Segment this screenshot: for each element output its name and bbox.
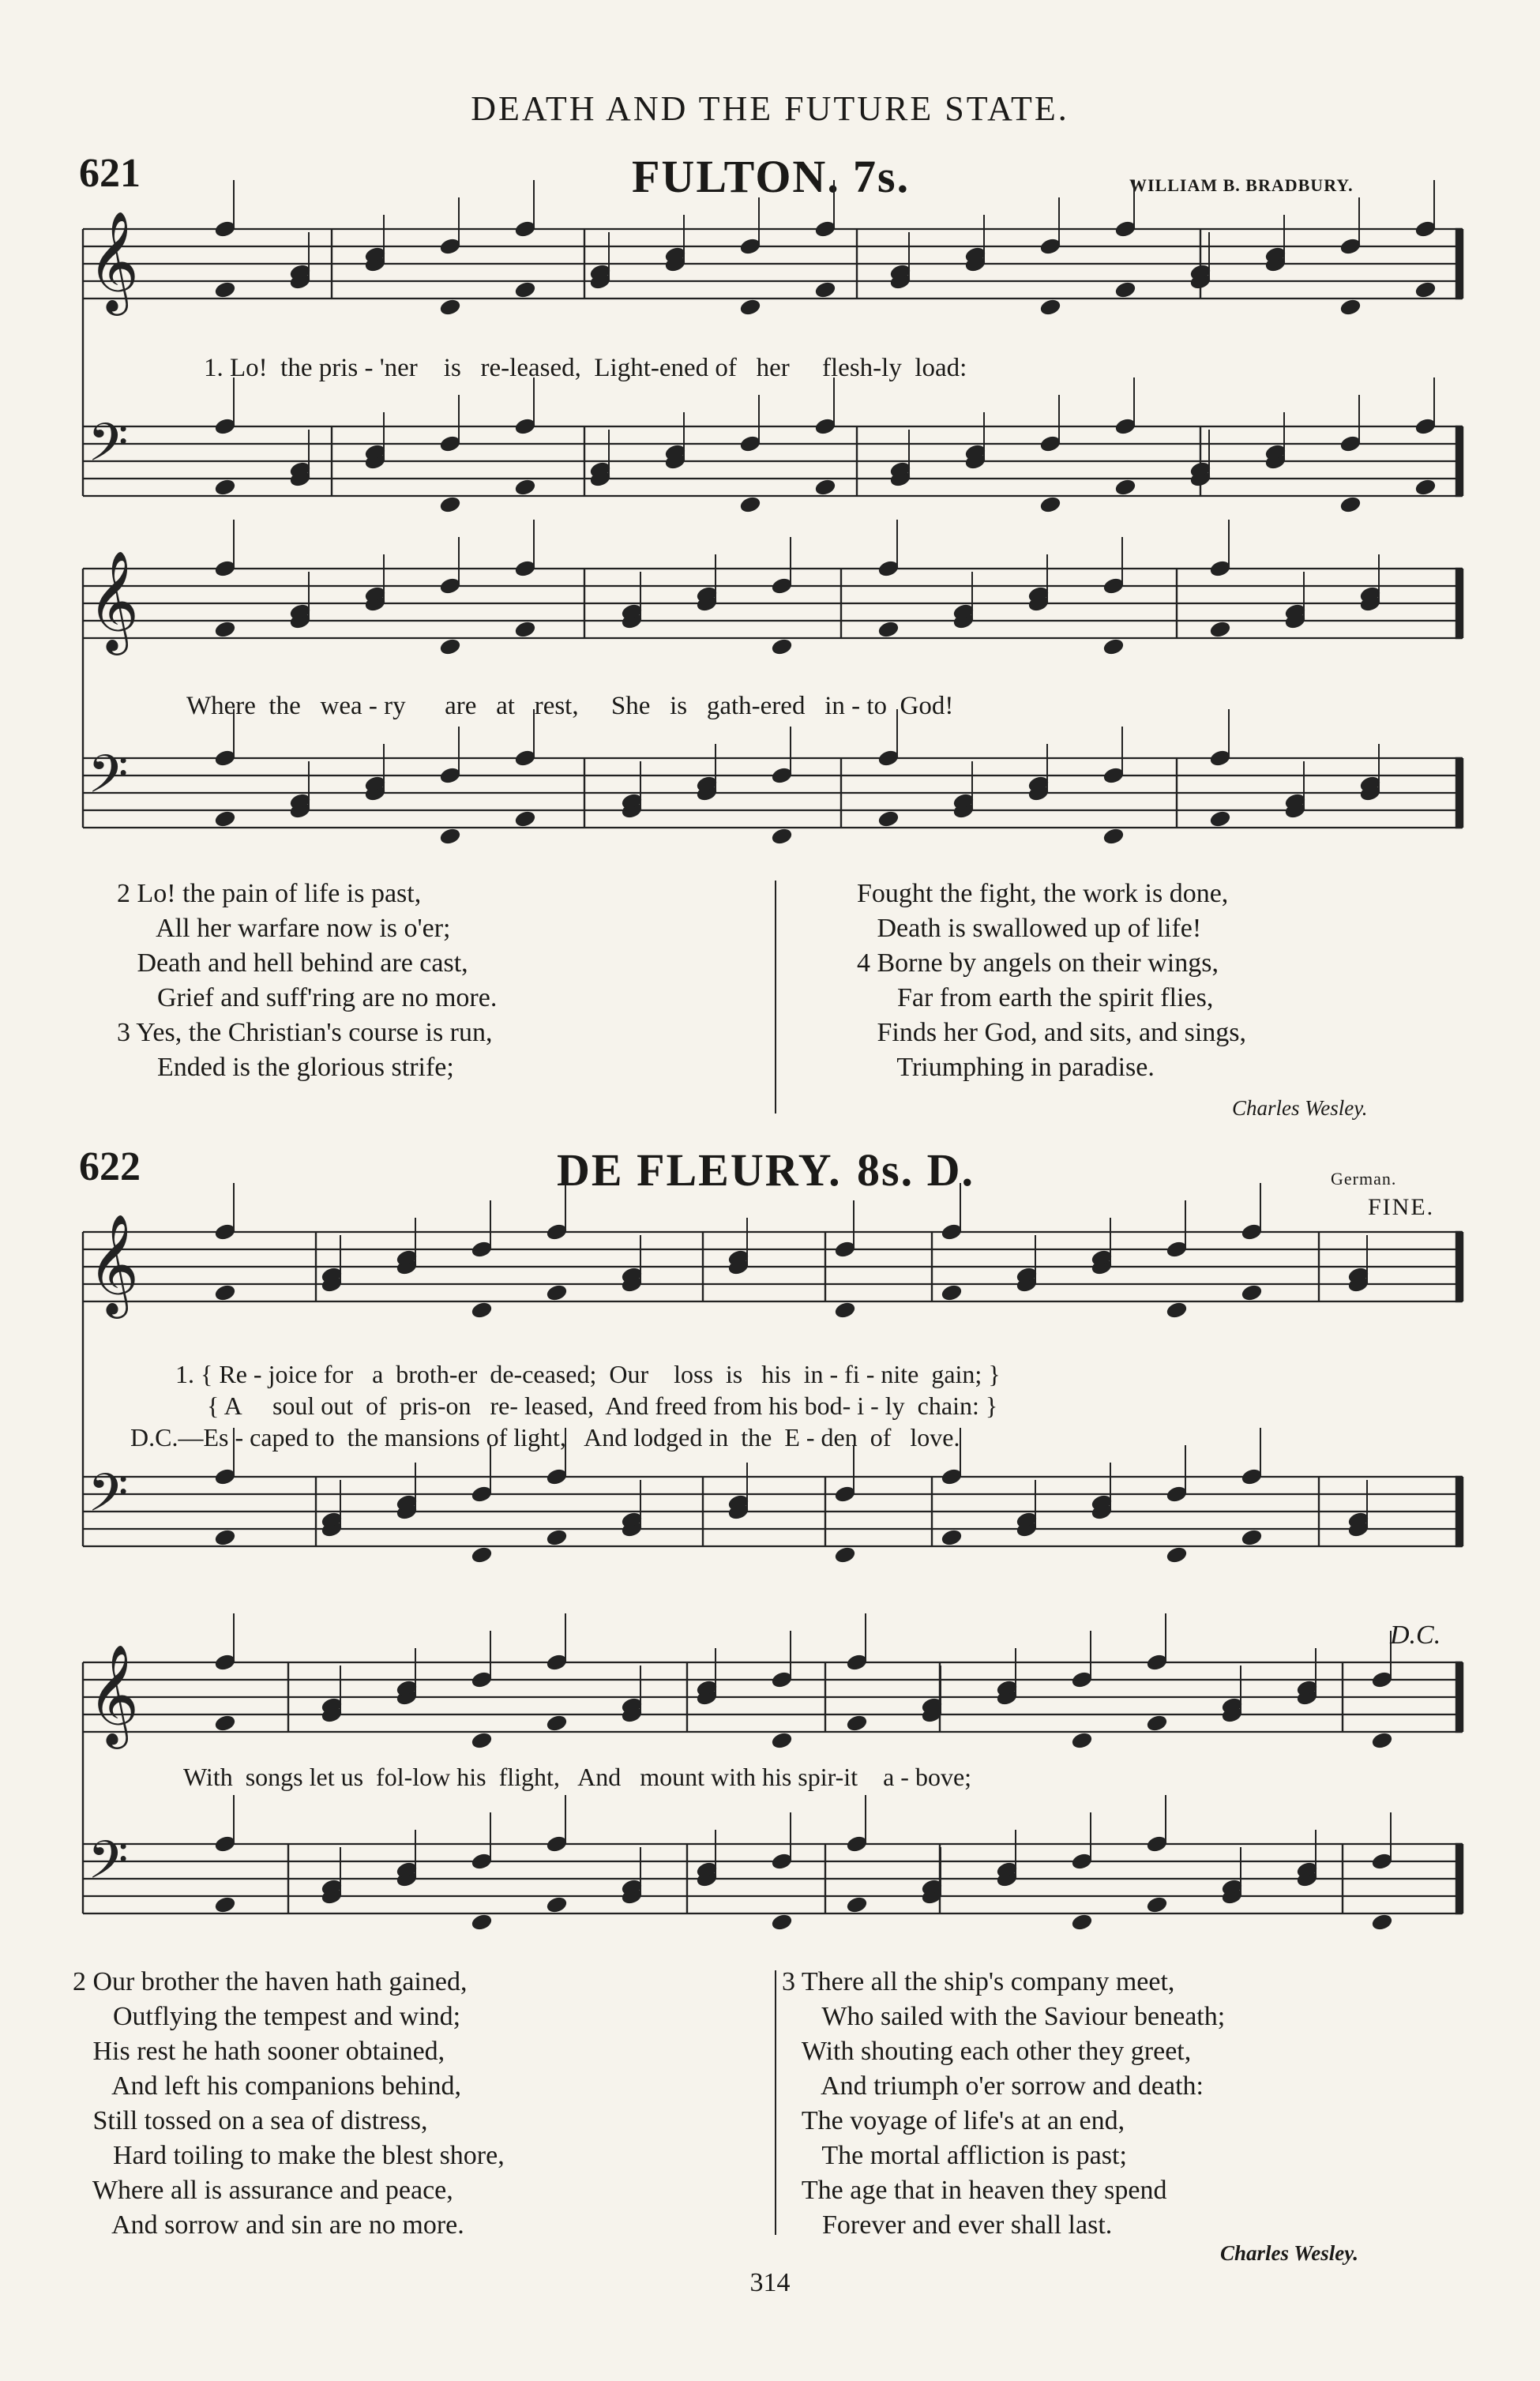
- svg-text:𝄢: 𝄢: [88, 744, 129, 817]
- svg-text:𝄞: 𝄞: [88, 210, 140, 311]
- svg-text:𝄢: 𝄢: [88, 1463, 129, 1536]
- dc-marking: D.C.: [1390, 1621, 1441, 1650]
- running-head: DEATH AND THE FUTURE STATE.: [471, 89, 1069, 128]
- meter: 7s.: [853, 151, 911, 202]
- lyrics-line: Where the wea - ry are at rest, She is gath-ered in - to God!: [186, 692, 954, 720]
- verses-right: 3 There all the ship's company meet, Who sailed with the Saviour beneath; With shouting each other they greet, And triumph o'er sorrow and death: The voyage of life's at an end, The mortal affliction is past; The age that in heaven they spend Forever and ever shall last.: [782, 1967, 1226, 2240]
- author: Charles Wesley.: [1220, 2241, 1358, 2265]
- svg-text:𝄞: 𝄞: [88, 550, 140, 651]
- svg-text:𝄞: 𝄞: [88, 1213, 140, 1314]
- verses-left: 2 Lo! the pain of life is past, All her warfare now is o'er; Death and hell behind are cast, Grief and suff'ring are no more. 3 Yes, the Christian's course is run, Ended is the glorious strife;: [117, 879, 498, 1082]
- lyrics-line: 1. { Re - joice for a broth-er de-ceased; Our loss is his in - fi - nite gain; }: [175, 1360, 1001, 1388]
- verses-left: 2 Our brother the haven hath gained, Outflying the tempest and wind; His rest he hath sooner obtained, And left his companions behind, Still tossed on a sea of distress, Hard toiling to make the blest shore, Where all is assurance and peace, And sorrow and sin are no more.: [73, 1967, 505, 2240]
- meter: 8s. D.: [857, 1144, 975, 1196]
- lyrics-line: With songs let us fol-low his flight, And mount with his spir-it a - bove;: [183, 1763, 972, 1791]
- tune-name: FULTON.: [632, 151, 840, 202]
- tune-name: DE FLEURY.: [557, 1144, 842, 1196]
- lyrics-line: { A soul out of pris-on re- leased, And freed from his bod- i - ly chain: }: [175, 1391, 998, 1420]
- composer: WILLIAM B. BRADBURY.: [1129, 175, 1354, 195]
- svg-text:𝄢: 𝄢: [88, 412, 129, 486]
- svg-text:𝄢: 𝄢: [88, 1830, 129, 1903]
- hymn-number: 622: [79, 1144, 141, 1189]
- svg-text:𝄞: 𝄞: [88, 1643, 140, 1744]
- composer: German.: [1331, 1169, 1397, 1189]
- lyrics-line: D.C.—Es - caped to the mansions of light, And lodged in the E - den of love.: [130, 1423, 960, 1452]
- fine-marking: FINE.: [1368, 1194, 1435, 1220]
- author: Charles Wesley.: [1232, 1096, 1368, 1120]
- hymn-number: 621: [79, 151, 141, 196]
- verses-right: Fought the fight, the work is done, Death is swallowed up of life! 4 Borne by angels on their wings, Far from earth the spirit flies, Finds her God, and sits, and sings, Triumphing in paradise.: [857, 879, 1246, 1082]
- lyrics-line: 1. Lo! the pris - 'ner is re-leased, Light-ened of her flesh-ly load:: [204, 354, 967, 382]
- page-number: 314: [749, 2268, 791, 2297]
